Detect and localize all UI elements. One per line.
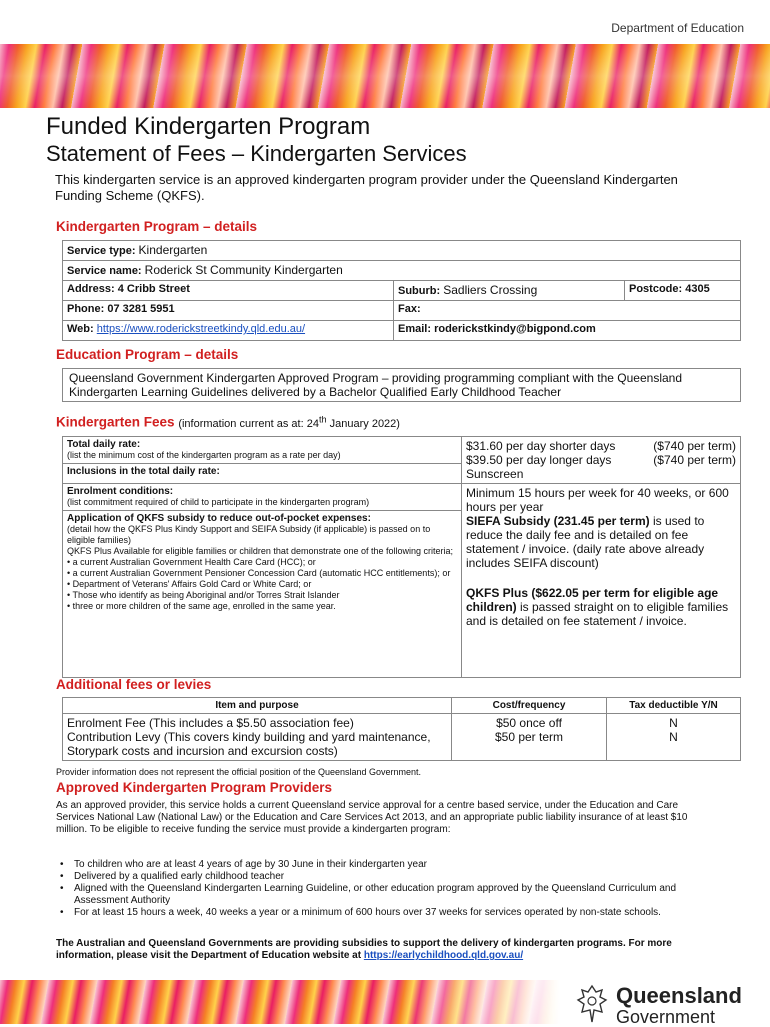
intro-text: This kindergarten service is an approved kindergarten program provider under the Queensland Kindergarten Funding Scheme (QKFS). xyxy=(55,172,678,203)
education-text: Queensland Government Kindergarten Approved Program – providing programming compliant with the Queensland Kindergarten Learning Guidelines delivered by a Bachelor Qualified Early Childhood Teacher xyxy=(63,369,741,402)
criteria-item: • three or more children of the same age, enrolled in the same year. xyxy=(67,601,336,611)
fee-costs: $50 once off $50 per term xyxy=(452,714,607,761)
phone-cell: Phone: 07 3281 5951 xyxy=(63,301,394,321)
total-rate-value: $31.60 per day shorter days ($740 per term) $39.50 per day longer days ($740 per term) Sunscreen xyxy=(462,437,741,484)
website-link[interactable]: https://www.roderickstreetkindy.qld.edu.au/ xyxy=(96,323,306,335)
criteria-item: • Those who identify as being Aboriginal and/or Torres Strait Islander xyxy=(67,590,340,600)
qld-name: Queensland xyxy=(616,983,742,1008)
list-item: • Delivered by a qualified early childhood teacher xyxy=(56,871,716,883)
education-heading: Education Program – details xyxy=(56,347,239,362)
qld-government: Government xyxy=(616,1007,716,1027)
page-subtitle: Statement of Fees – Kindergarten Services xyxy=(46,141,467,166)
enrolment-subsidy-value: Minimum 15 hours per week for 40 weeks, or 600 hours per year SIEFA Subsidy (231.45 per term) is used to reduce the daily fee and is detailed on fee statement / invoice. (daily rate above already includes SEIFA discount) QKFS Plus ($622.05 per term for eligible age children) is passed straight on to eligible families and is detailed on fee statement / invoice. xyxy=(462,484,741,678)
col-tax: Tax deductible Y/N xyxy=(607,698,741,714)
fees-info-date: (information current as at: 24th January 2022) xyxy=(178,414,400,430)
program-details-table xyxy=(62,240,741,341)
service-name-value: Roderick St Community Kindergarten xyxy=(144,263,343,277)
total-rate-cell: Total daily rate: (list the minimum cost of the kindergarten program as a rate per day) Inclusions in the total daily rate: xyxy=(63,437,462,484)
list-item: • To children who are at least 4 years of age by 30 June in their kindergarten year xyxy=(56,859,716,871)
criteria-item: • Department of Veterans' Affairs Gold Card or White Card; or xyxy=(67,579,312,589)
enrolment-value: Minimum 15 hours per week for 40 weeks, or 600 hours per year xyxy=(466,486,729,514)
early-childhood-link[interactable]: https://earlychildhood.qld.gov.au/ xyxy=(363,950,524,961)
page-title: Funded Kindergarten Program xyxy=(46,113,371,140)
enrolment-cell: Enrolment conditions: (list commitment required of child to participate in the kindergarten program) xyxy=(63,484,462,511)
fees-table xyxy=(62,436,741,678)
col-cost: Cost/frequency xyxy=(452,698,607,714)
col-item: Item and purpose xyxy=(63,698,452,714)
service-name-cell: Service name: Roderick St Community Kindergarten xyxy=(63,261,741,281)
fee-items: Enrolment Fee (This includes a $5.50 association fee) Contribution Levy (This covers kindy building and yard maintenance, Storypark costs and incursion and excursion costs) xyxy=(63,714,452,761)
education-table xyxy=(62,368,741,402)
address-cell: Address: 4 Cribb Street xyxy=(63,281,394,301)
service-type-value: Kindergarten xyxy=(138,243,208,257)
service-type-cell: Service type: Kindergarten xyxy=(63,241,741,261)
fax-cell: Fax: xyxy=(394,301,741,321)
final-note: The Australian and Queensland Governments are providing subsidies to support the delivery of kindergarten programs. For more information, please visit the Department of Education website at https://earlychildhood.qld.gov.au/ xyxy=(56,938,672,961)
crest-icon xyxy=(576,984,608,1024)
list-item: • For at least 15 hours a week, 40 weeks a year or a minimum of 600 hours over 37 weeks for services operated by non-state schools. xyxy=(56,907,716,919)
suburb-cell: Suburb: Sadliers Crossing xyxy=(394,281,625,301)
fee-tax: N N xyxy=(607,714,741,761)
additional-fees-table xyxy=(62,697,741,761)
list-item: • Aligned with the Queensland Kindergarten Learning Guideline, or other education program approved by the Queensland Curriculum and Assessment Authority xyxy=(56,883,716,907)
additional-fees-heading: Additional fees or levies xyxy=(56,677,212,692)
criteria-item: • a current Australian Government Pensioner Concession Card (automatic HCC entitlements); or xyxy=(67,568,451,578)
program-details-heading: Kindergarten Program – details xyxy=(56,219,258,234)
postcode-cell: Postcode: 4305 xyxy=(625,281,741,301)
subsidy-cell: Application of QKFS subsidy to reduce out-of-pocket expenses: (detail how the QKFS Plus Kindy Support and SEIFA Subsidy (if applicable) is passed on to eligible families) QKFS Plus Available for eligible families or children that demonstrate one of the following criteria; • a current Australian Government Health Care Card (HCC); or • a current Australian Government Pensioner Concession Card (automatic HCC entitlements); or • Department of Veterans' Affairs Gold Card or White Card; or • Those who identify as being Aboriginal and/or Torres Strait Islander • three or more children of the same age, enrolled in the same year. xyxy=(63,511,462,678)
footer-banner xyxy=(0,980,560,1024)
email-cell: Email: roderickstkindy@bigpond.com xyxy=(394,321,741,341)
approved-text: As an approved provider, this service holds a current Queensland service approval for a centre based service, under the Education and Care Services National Law (National Law) or the Education and Care Services Act 2013, and an appropriate public liability insurance of at least $10 million. To be eligible to receive funding the service must provide a kindergarten program: xyxy=(56,800,688,835)
provider-note: Provider information does not represent the official position of the Queensland Government. xyxy=(56,767,422,777)
fees-heading: Kindergarten Fees (information current as at: 24th January 2022) xyxy=(56,414,400,430)
department-name: Department of Education xyxy=(611,21,744,35)
approved-heading: Approved Kindergarten Program Providers xyxy=(56,780,333,795)
web-cell: Web: https://www.roderickstreetkindy.qld.edu.au/ xyxy=(63,321,394,341)
header-banner xyxy=(0,44,770,108)
criteria-item: • a current Australian Government Health Care Card (HCC); or xyxy=(67,557,316,567)
eligibility-list xyxy=(56,859,716,919)
queensland-government-logo xyxy=(576,982,746,1027)
inclusions-value: Sunscreen xyxy=(466,467,524,481)
